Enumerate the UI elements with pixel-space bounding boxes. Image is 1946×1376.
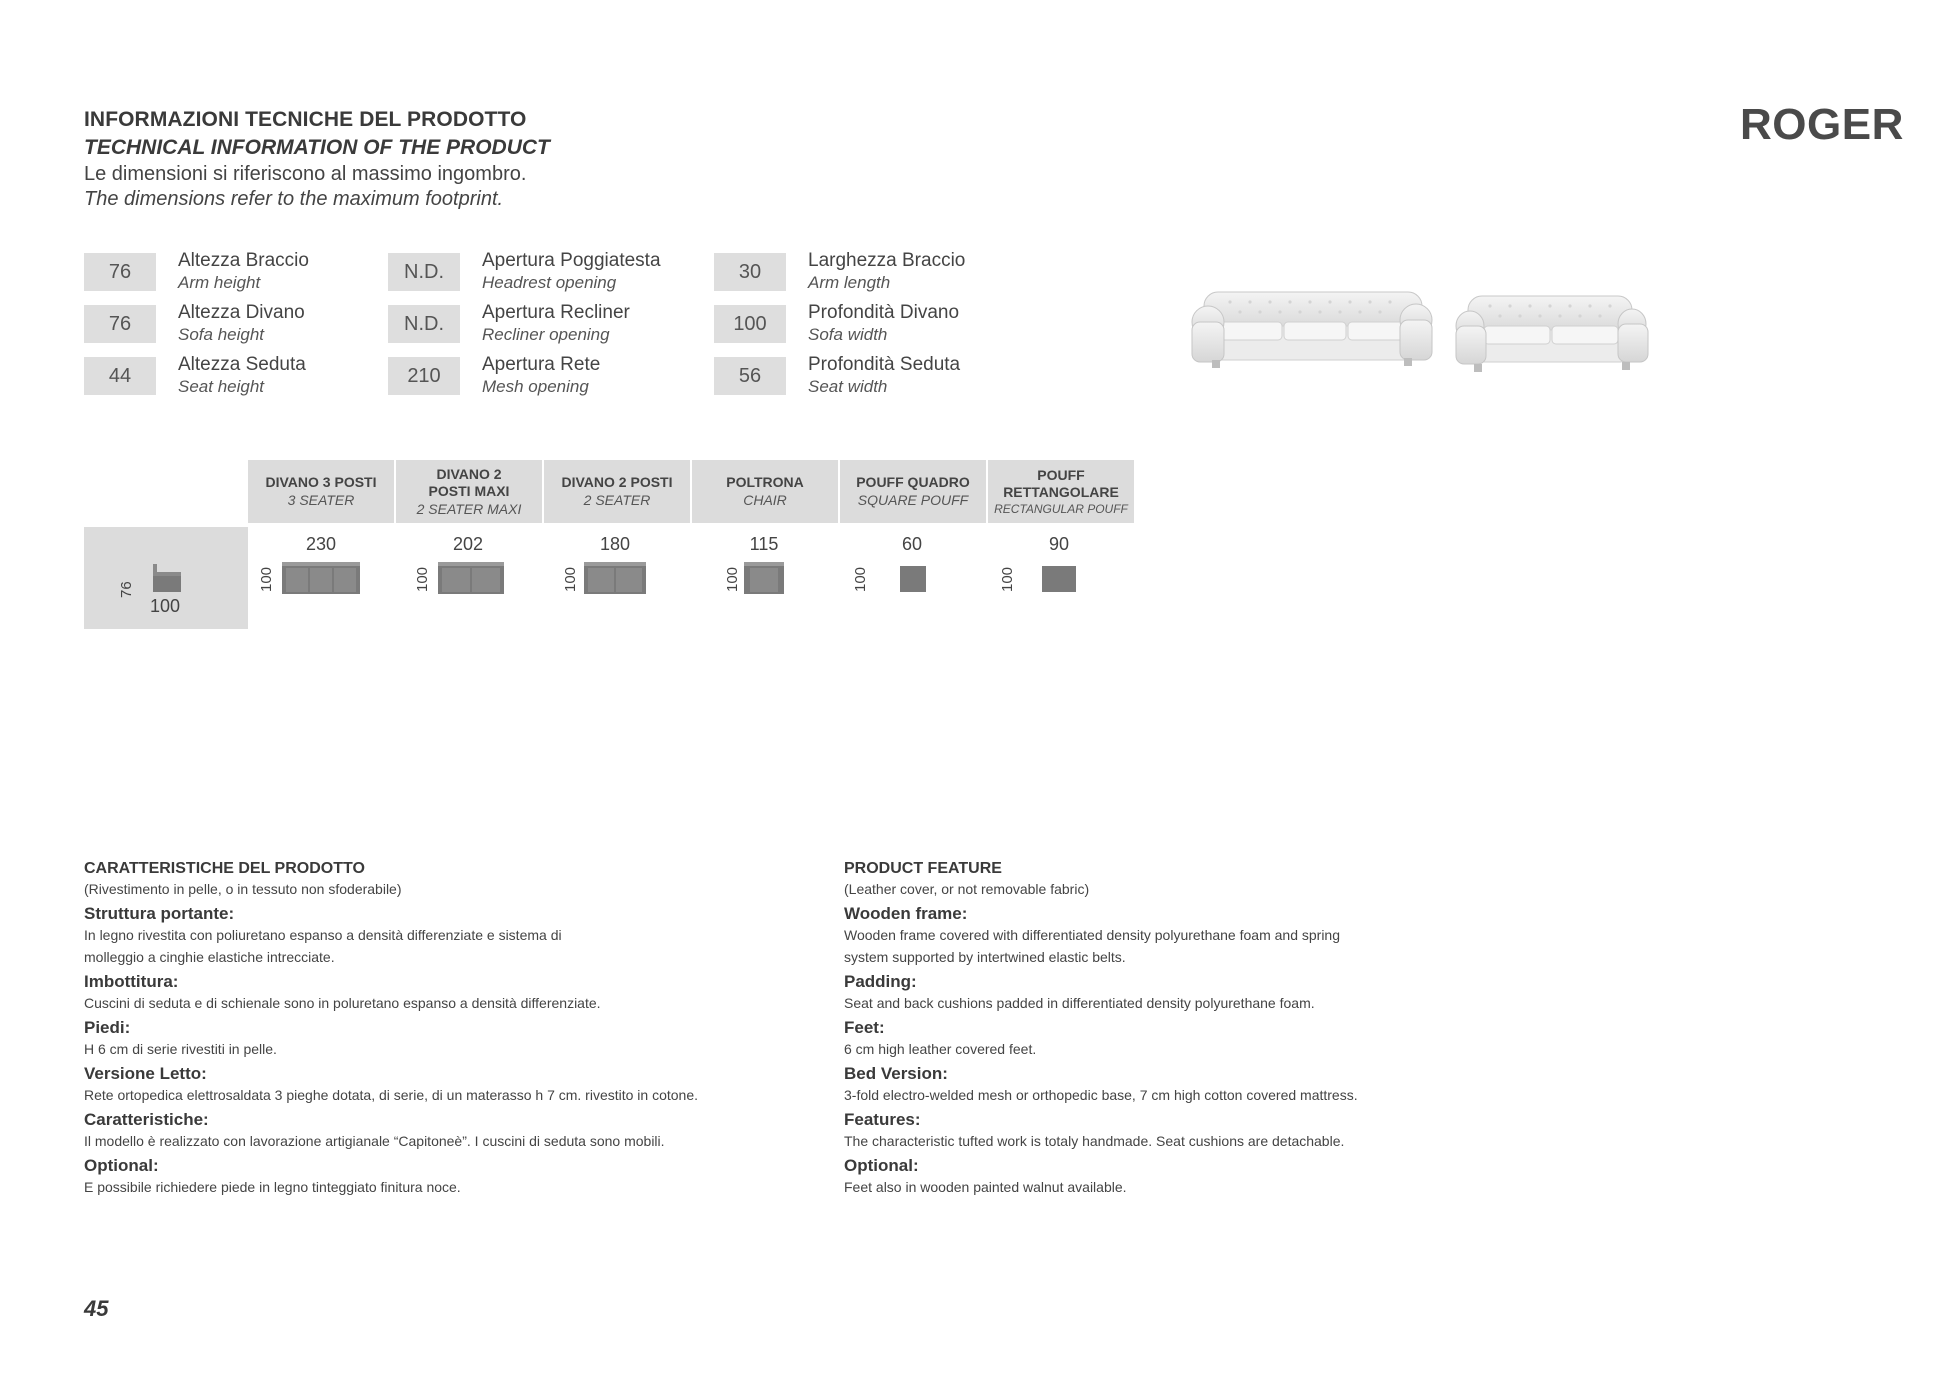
feature-text: In legno rivestita con poliuretano espanso a densità differenziate e sistema di (84, 927, 562, 943)
feature-text: 3-fold electro-welded mesh or orthopedic base, 7 cm high cotton covered mattress. (844, 1087, 1358, 1103)
feature-text: Seat and back cushions padded in differentiated density polyurethane foam. (844, 995, 1315, 1011)
depth-value: 100 (562, 566, 579, 592)
feature-title: Piedi: (84, 1018, 131, 1037)
feature-text: 6 cm high leather covered feet. (844, 1041, 1037, 1057)
column-header (396, 460, 542, 523)
column-header-en: CHAIR (743, 492, 787, 508)
row-height-label: 76 (118, 581, 135, 598)
spec-item (178, 250, 309, 294)
feature-title: Imbottitura: (84, 972, 179, 991)
spec-sublabel: Sofa height (178, 325, 265, 344)
column-header-en: 2 SEATER MAXI (416, 500, 522, 517)
feature-text: system supported by intertwined elastic belts. (844, 949, 1126, 965)
three-seater-sofa-icon (1192, 292, 1432, 368)
three-seater-plan-icon (282, 562, 360, 594)
spec-item (482, 302, 630, 346)
spec-sublabel: Seat height (178, 377, 265, 396)
spec-value: 44 (84, 357, 156, 395)
spec-item (482, 250, 661, 294)
spec-label: Larghezza Braccio (808, 250, 966, 271)
depth-value: 100 (258, 566, 275, 592)
features-heading-en: PRODUCT FEATURE (844, 860, 1002, 877)
spec-label: Altezza Braccio (178, 250, 309, 271)
spec-value: 76 (84, 253, 156, 291)
sofa-product-image (1190, 282, 1650, 392)
section-title-en: TECHNICAL INFORMATION OF THE PRODUCT (84, 136, 550, 159)
feature-title: Feet: (844, 1018, 885, 1037)
spec-item (808, 354, 960, 398)
feature-text: Feet also in wooden painted walnut available. (844, 1179, 1127, 1195)
feature-title: Features: (844, 1110, 921, 1129)
spec-label: Apertura Recliner (482, 302, 630, 323)
spec-value: N.D. (388, 253, 460, 291)
spec-value: N.D. (388, 305, 460, 343)
column-header-it: POUFF QUADRO (856, 474, 970, 490)
column-header-it: POUFF RETTANGOLARE (1003, 466, 1119, 500)
column-header-it: DIVANO 2 POSTI MAXI (428, 465, 510, 499)
spec-sublabel: Arm length (808, 273, 891, 292)
column-header-it: POLTRONA (726, 474, 804, 490)
depth-value: 100 (999, 566, 1016, 592)
page-number: 45 (84, 1296, 109, 1321)
spec-sublabel: Headrest opening (482, 273, 617, 292)
two-seater-maxi-plan-icon (438, 562, 504, 594)
dimensions-note-en: The dimensions refer to the maximum footprint. (84, 188, 504, 210)
column-header (840, 460, 986, 523)
depth-value: 100 (414, 566, 431, 592)
feature-title: Bed Version: (844, 1064, 948, 1083)
width-value: 115 (749, 534, 779, 554)
square-pouff-plan-icon (900, 566, 926, 592)
column-header-it: DIVANO 2 POSTI (561, 474, 673, 490)
chair-plan-icon (744, 562, 784, 594)
spec-sublabel: Seat width (808, 377, 888, 396)
spec-label: Altezza Seduta (178, 354, 306, 375)
product-features-it (84, 860, 784, 1198)
feature-text: Cuscini di seduta e di schienale sono in poluretano espanso a densità differenziate. (84, 995, 601, 1011)
feature-title: Caratteristiche: (84, 1110, 209, 1129)
sofa-side-icon (152, 562, 182, 594)
column-header (988, 460, 1134, 523)
spec-item (178, 302, 305, 346)
feature-title: Optional: (84, 1156, 159, 1175)
feature-text: E possibile richiedere piede in legno tinteggiato finitura noce. (84, 1179, 461, 1195)
feature-title: Struttura portante: (84, 904, 235, 923)
column-header-en: 2 SEATER (583, 492, 651, 508)
two-seater-plan-icon (584, 562, 646, 594)
feature-text: Rete ortopedica elettrosaldata 3 pieghe dotata, di serie, di un materasso h 7 cm. rivestito in cotone. (84, 1087, 699, 1103)
product-features-en (844, 860, 1544, 1198)
spec-item (178, 354, 306, 398)
spec-value: 30 (714, 253, 786, 291)
spec-label: Altezza Divano (178, 302, 305, 323)
feature-text: molleggio a cinghie elastiche intrecciate. (84, 949, 335, 965)
width-value: 230 (305, 534, 337, 554)
column-header-it: DIVANO 3 POSTI (265, 474, 377, 490)
feature-text: H 6 cm di serie rivestiti in pelle. (84, 1041, 277, 1057)
spec-value: 76 (84, 305, 156, 343)
feature-title: Versione Letto: (84, 1064, 207, 1083)
feature-text: Il modello è realizzato con lavorazione artigianale “Capitoneè”. I cuscini di seduta sono mobili. (84, 1133, 665, 1149)
spec-label: Apertura Rete (482, 354, 601, 375)
rectangular-pouff-plan-icon (1042, 566, 1076, 592)
row-depth-label: 100 (150, 596, 181, 616)
spec-value: 56 (714, 357, 786, 395)
spec-sublabel: Recliner opening (482, 325, 610, 344)
section-title-it: INFORMAZIONI TECNICHE DEL PRODOTTO (84, 108, 527, 131)
feature-text: The characteristic tufted work is totaly handmade. Seat cushions are detachable. (844, 1133, 1345, 1149)
spec-value: 100 (714, 305, 786, 343)
feature-title: Wooden frame: (844, 904, 968, 923)
feature-title: Padding: (844, 972, 917, 991)
spec-item (808, 302, 959, 346)
column-header-en: 3 SEATER (287, 492, 355, 508)
column-header-en: RECTANGULAR POUFF (994, 501, 1128, 516)
spec-item (808, 250, 965, 294)
column-header (544, 460, 690, 523)
column-header (248, 460, 394, 523)
spec-value: 210 (388, 357, 460, 395)
spec-label: Apertura Poggiatesta (482, 250, 661, 271)
dimensions-note-it: Le dimensioni si riferiscono al massimo ingombro. (84, 163, 527, 185)
spec-label: Profondità Divano (808, 302, 960, 323)
depth-value: 100 (724, 566, 741, 592)
spec-sublabel: Mesh opening (482, 377, 589, 396)
features-heading-it: CARATTERISTICHE DEL PRODOTTO (84, 860, 365, 877)
spec-sublabel: Sofa width (808, 325, 888, 344)
features-intro-it: (Rivestimento in pelle, o in tessuto non sfoderabile) (84, 881, 402, 897)
feature-title: Optional: (844, 1156, 919, 1175)
features-intro-en: (Leather cover, or not removable fabric) (844, 881, 1090, 897)
spec-sublabel: Arm height (178, 273, 261, 292)
width-value: 180 (599, 534, 631, 554)
two-seater-sofa-icon (1456, 296, 1648, 372)
spec-label: Profondità Seduta (808, 354, 961, 375)
spec-item (482, 354, 600, 398)
depth-value: 100 (852, 566, 869, 592)
width-value: 90 (1048, 534, 1070, 554)
column-header (692, 460, 838, 523)
width-value: 202 (452, 534, 484, 554)
product-name: ROGER (1740, 100, 1904, 149)
width-value: 60 (901, 534, 923, 554)
feature-text: Wooden frame covered with differentiated density polyurethane foam and spring (844, 927, 1341, 943)
column-header-en: SQUARE POUFF (857, 492, 969, 508)
